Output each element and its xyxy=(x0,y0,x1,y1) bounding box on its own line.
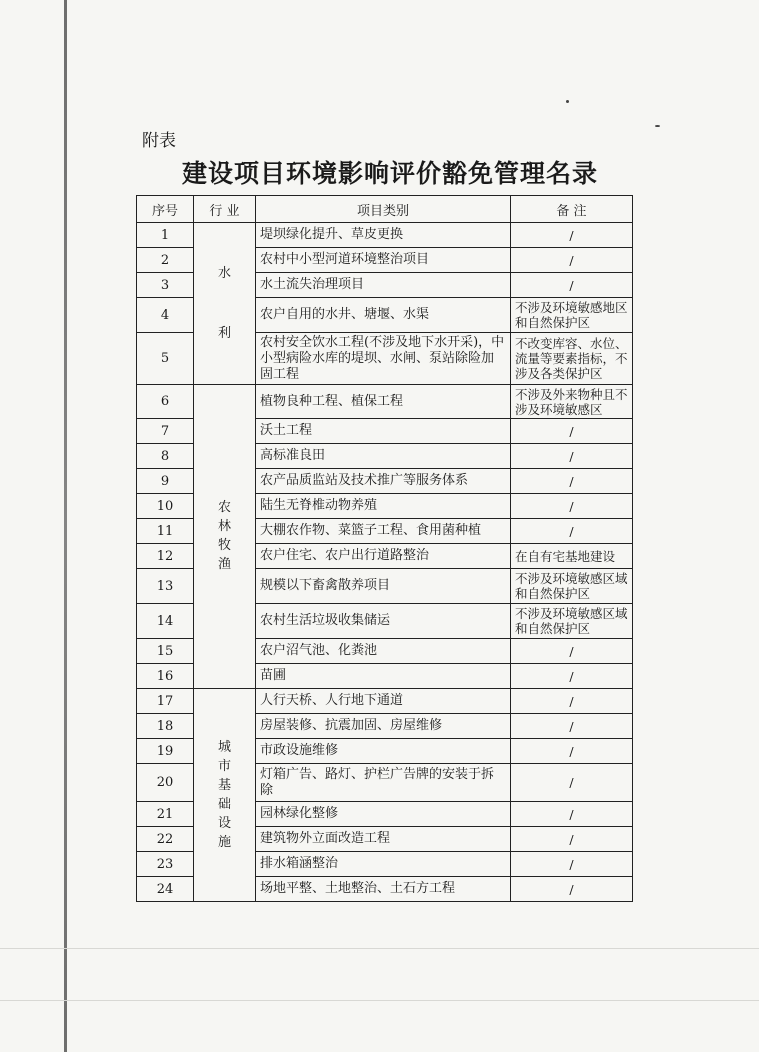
industry-label-agriculture: 农林牧渔 xyxy=(217,500,231,572)
row-note: / xyxy=(511,248,633,273)
row-category: 陆生无脊椎动物养殖 xyxy=(256,494,511,519)
row-no: 3 xyxy=(137,273,194,298)
document-title: 建设项目环境影响评价豁免管理名录 xyxy=(181,159,598,188)
row-no: 10 xyxy=(137,494,194,519)
row-category: 房屋装修、抗震加固、房屋维修 xyxy=(256,714,511,739)
row-no: 19 xyxy=(137,739,194,764)
industry-label-water xyxy=(218,266,231,341)
row-category: 堤坝绿化提升、草皮更换 xyxy=(256,223,511,248)
row-no: 6 xyxy=(137,385,194,419)
row-category: 建筑物外立面改造工程 xyxy=(256,827,511,852)
row-category: 高标准良田 xyxy=(256,444,511,469)
row-no: 18 xyxy=(137,714,194,739)
row-no: 7 xyxy=(137,419,194,444)
row-note: 不涉及外来物种且不涉及环境敏感区 xyxy=(511,385,633,419)
row-note: 不涉及环境敏感区域和自然保护区 xyxy=(511,604,633,639)
row-category: 场地平整、土地整治、土石方工程 xyxy=(256,877,511,902)
row-note: / xyxy=(511,273,633,298)
row-note: 不改变库容、水位、流量等要素指标，不涉及各类保护区 xyxy=(511,333,633,385)
scan-speck xyxy=(655,125,660,127)
row-category: 农村安全饮水工程(不涉及地下水开采)，中小型病险水库的堤坝、水闸、泵站除险加固工程 xyxy=(256,333,511,385)
row-category: 沃土工程 xyxy=(256,419,511,444)
row-note: / xyxy=(511,714,633,739)
row-note: / xyxy=(511,519,633,544)
row-no: 2 xyxy=(137,248,194,273)
row-note: / xyxy=(511,802,633,827)
row-note: 不涉及环境敏感区域和自然保护区 xyxy=(511,569,633,604)
industry-cell-urban-infrastructure xyxy=(194,689,256,902)
industry-label-water-bottom: 利 xyxy=(217,325,231,341)
industry-cell-water xyxy=(194,223,256,385)
row-category: 水土流失治理项目 xyxy=(256,273,511,298)
table-header-row xyxy=(137,196,633,223)
row-no: 14 xyxy=(137,604,194,639)
row-note: / xyxy=(511,664,633,689)
row-no: 24 xyxy=(137,877,194,902)
header-industry: 行 业 xyxy=(194,196,256,223)
row-no: 8 xyxy=(137,444,194,469)
row-note: / xyxy=(511,739,633,764)
row-note: 在自有宅基地建设 xyxy=(511,544,633,569)
row-no: 22 xyxy=(137,827,194,852)
row-note: / xyxy=(511,223,633,248)
row-category: 规模以下畜禽散养项目 xyxy=(256,569,511,604)
table-row xyxy=(137,385,633,419)
row-note: / xyxy=(511,689,633,714)
binding-line xyxy=(64,0,67,1052)
industry-cell-agriculture xyxy=(194,385,256,689)
row-category: 农户住宅、农户出行道路整治 xyxy=(256,544,511,569)
row-note: 不涉及环境敏感地区和自然保护区 xyxy=(511,298,633,333)
row-no: 11 xyxy=(137,519,194,544)
row-no: 17 xyxy=(137,689,194,714)
row-category: 植物良种工程、植保工程 xyxy=(256,385,511,419)
row-no: 5 xyxy=(137,333,194,385)
row-category: 苗圃 xyxy=(256,664,511,689)
row-category: 大棚农作物、菜篮子工程、食用菌种植 xyxy=(256,519,511,544)
row-category: 农村中小型河道环境整治项目 xyxy=(256,248,511,273)
table-row xyxy=(137,223,633,248)
row-no: 20 xyxy=(137,764,194,802)
row-no: 4 xyxy=(137,298,194,333)
row-no: 9 xyxy=(137,469,194,494)
row-category: 农户沼气池、化粪池 xyxy=(256,639,511,664)
paper-fold-line xyxy=(0,1000,759,1001)
row-note: / xyxy=(511,469,633,494)
table-row xyxy=(137,689,633,714)
scan-speck xyxy=(566,100,569,103)
row-note: / xyxy=(511,764,633,802)
header-note: 备 注 xyxy=(511,196,633,223)
industry-label-water-top: 水 xyxy=(217,265,231,281)
header-no: 序号 xyxy=(137,196,194,223)
row-note: / xyxy=(511,827,633,852)
row-no: 15 xyxy=(137,639,194,664)
row-note: / xyxy=(511,419,633,444)
row-category: 农村生活垃圾收集储运 xyxy=(256,604,511,639)
header-category: 项目类别 xyxy=(256,196,511,223)
exemption-catalog-table xyxy=(136,195,633,902)
row-note: / xyxy=(511,444,633,469)
row-category: 灯箱广告、路灯、护栏广告牌的安装于拆除 xyxy=(256,764,511,802)
row-no: 13 xyxy=(137,569,194,604)
row-no: 21 xyxy=(137,802,194,827)
row-category: 农户自用的水井、塘堰、水渠 xyxy=(256,298,511,333)
row-category: 市政设施维修 xyxy=(256,739,511,764)
row-no: 16 xyxy=(137,664,194,689)
row-category: 农产品质监站及技术推广等服务体系 xyxy=(256,469,511,494)
row-no: 23 xyxy=(137,852,194,877)
paper-fold-line xyxy=(0,948,759,949)
row-no: 12 xyxy=(137,544,194,569)
row-category: 排水箱涵整治 xyxy=(256,852,511,877)
row-note: / xyxy=(511,494,633,519)
row-category: 园林绿化整修 xyxy=(256,802,511,827)
row-no: 1 xyxy=(137,223,194,248)
row-note: / xyxy=(511,877,633,902)
annex-label: 附表 xyxy=(142,131,176,151)
row-note: / xyxy=(511,639,633,664)
industry-label-urban-infrastructure: 城市基础设施 xyxy=(217,739,231,850)
row-category: 人行天桥、人行地下通道 xyxy=(256,689,511,714)
row-note: / xyxy=(511,852,633,877)
